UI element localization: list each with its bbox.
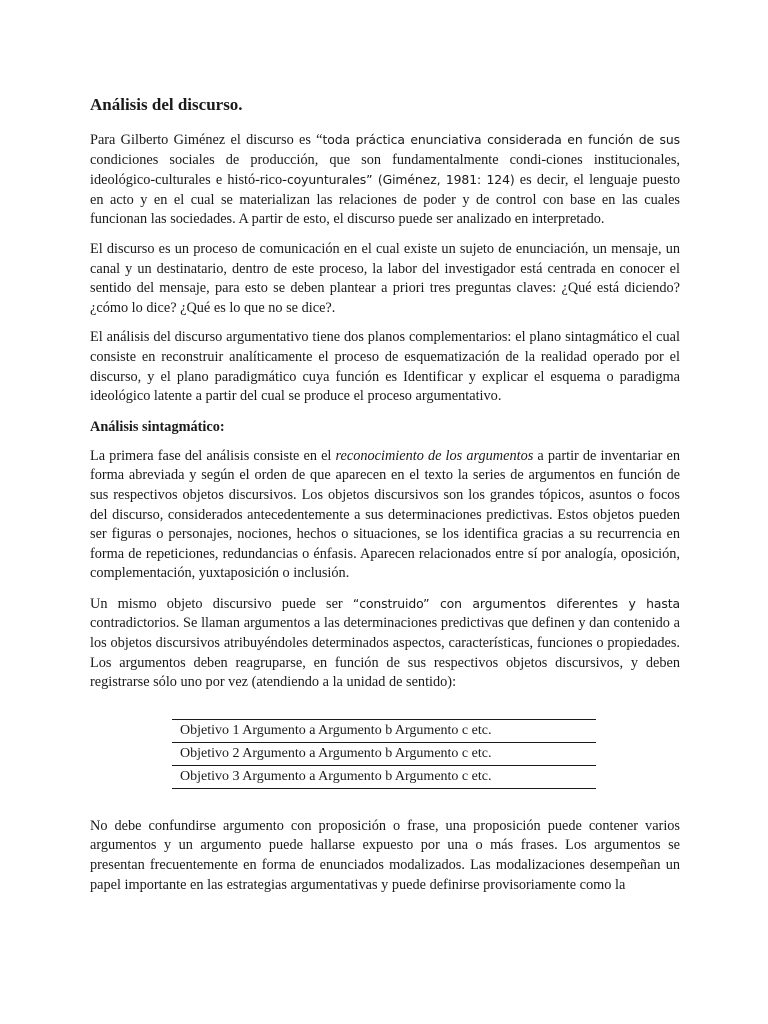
quoted-text: coyunturales” (Giménez, 1981: 124)	[286, 172, 515, 188]
paragraph-text: es decir, el lenguaje puesto en acto y en el cual se materializan las relaciones de poder y de control con base en las cuales funcionan las sociedades. A partir de esto, el discurso puede ser analizado en interpretado.	[90, 172, 680, 228]
arguments-table	[172, 719, 596, 789]
table-cell: Objetivo 1 Argumento a Argumento b Argumento c etc.	[172, 719, 596, 742]
table-cell: Objetivo 3 Argumento a Argumento b Argumento c etc.	[172, 765, 596, 788]
paragraph-argumentative-planes: El análisis del discurso argumentativo tiene dos planos complementarios: el plano sintagmático el cual consiste en reconstruir analíticamente el proceso de esquematización de la realidad operado por el discurso, y el plano paradigmático cuya función es Identificar y explicar el esquema o paradigma ideológico latente a partir del cual se produce el proceso argumentativo.	[90, 329, 680, 405]
arguments-table-wrapper	[172, 719, 596, 789]
table-row	[172, 765, 596, 788]
quoted-text: “construido” con argumentos diferentes y hasta	[352, 595, 680, 611]
table-row	[172, 742, 596, 765]
paragraph-gimenez-definition	[90, 130, 680, 230]
section-subtitle: Análisis sintagmático:	[90, 418, 225, 435]
paragraph-first-phase	[90, 447, 680, 584]
paragraph-text: La primera fase del análisis consiste en el	[90, 447, 336, 464]
table-row	[172, 719, 596, 742]
paragraph-text: contradictorios. Se llaman argumentos a las determinaciones predictivas que definen y dan contenido a los objetos discursivos atribuyéndoles determinados aspectos, características, funciones o propiedades. Los argumentos deben reagruparse, en función de sus respectivos objetos discursivos, y deben registrarse sólo uno por vez (atendiendo a la unidad de sentido):	[90, 615, 680, 691]
paragraph-text: Un mismo objeto discursivo puede ser	[90, 595, 353, 612]
paragraph-text: condiciones sociales de producción, que son fundamentalmente condi-ciones institucionales, ideológico-culturales e histó-rico-	[90, 151, 680, 189]
paragraph-argument-vs-proposition: No debe confundirse argumento con proposición o frase, una proposición puede contener varios argumentos y un argumento puede hallarse expuesto por una o más frases. Los argumentos se presentan frecuentemente en forma de enunciados modalizados. Las modalizaciones desempeñan un papel importante en las estrategias argumentativas y puede definirse provisoriamente como la	[90, 817, 680, 893]
paragraph-text: Para Gilberto Giménez el discurso es “	[90, 132, 323, 148]
paragraph-text: a partir de inventariar en forma abreviada y según el orden de que aparecen en el texto la series de argumentos en función de sus respectivos objetos discursivos. Los objetos discursivos son los grandes tópicos, asuntos o focos del discurso, considerados antecedentemente a sus determinaciones predictivas. Estos objetos pueden ser figuras o personajes, nociones, hechos o situaciones, se los identifica gracias a su recurrencia en forma de repeticiones, redundancias o énfasis. Aparecen relacionados entre sí por analogía, oposición, complementación, yuxtaposición o inclusión.	[90, 447, 680, 582]
document-title: Análisis del discurso.	[90, 95, 243, 114]
italic-text: reconocimiento de los argumentos	[335, 447, 534, 464]
quoted-text: toda práctica enunciativa considerada en función de sus	[322, 132, 680, 147]
table-cell: Objetivo 2 Argumento a Argumento b Argumento c etc.	[172, 742, 596, 765]
paragraph-discursive-object	[90, 594, 680, 693]
paragraph-communication-process: El discurso es un proceso de comunicación en el cual existe un sujeto de enunciación, un mensaje, un canal y un destinatario, dentro de este proceso, la labor del investigador está centrada en conocer el sentido del mensaje, para esto se deben plantear a priori tres preguntas claves: ¿Qué está diciendo? ¿cómo lo dice? ¿Qué es lo que no se dice?.	[90, 240, 680, 316]
